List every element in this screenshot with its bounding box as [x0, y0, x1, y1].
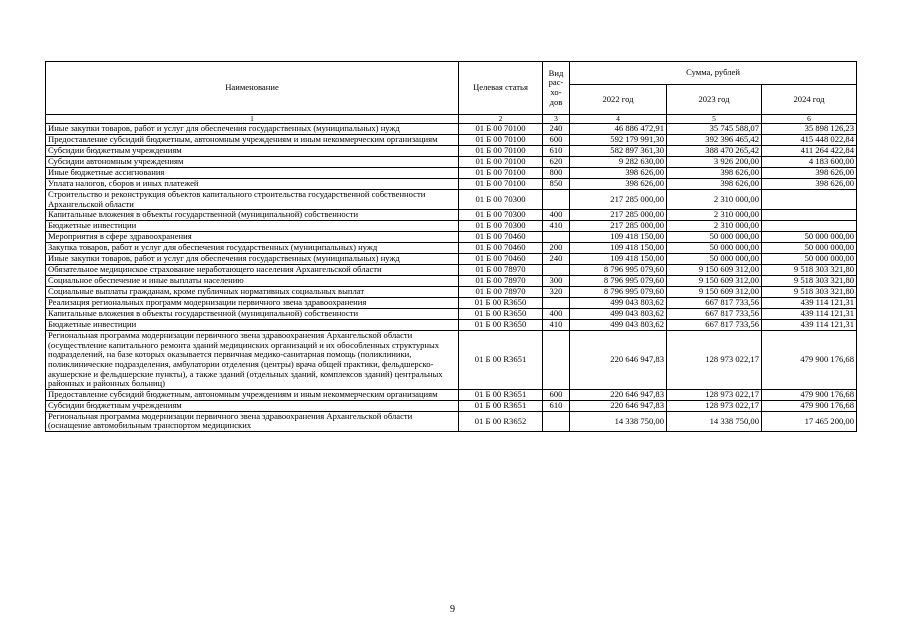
- row-name: Субсидии бюджетным учреждениям: [46, 400, 459, 411]
- table-row: [46, 210, 857, 221]
- row-name: Региональная программа модернизации первичного звена здравоохранения Архангельской области (осуществление капитального ремонта зданий медицинских организаций и их обособленных структурных подразделений, на базе которых оказывается первичная медико-санитарная помощь (поликлиники, поликлинические подразделения, амбулатории отделения (центры) врача общей практики, фельдшерско-акушерские и фельдшерские пункты), а также зданий (отдельных зданий, комплексов зданий) центральных районных и районных больниц): [46, 331, 459, 390]
- row-target-code: 01 Б 00 70460: [459, 232, 543, 243]
- header-name: Наименование: [46, 62, 459, 115]
- row-target-code: 01 Б 00 70460: [459, 254, 543, 265]
- row-sum-2024: 9 518 303 321,80: [762, 287, 857, 298]
- table-row: [46, 168, 857, 179]
- row-target-code: 01 Б 00 R3651: [459, 389, 543, 400]
- row-sum-2023: 2 310 000,00: [667, 221, 762, 232]
- row-target-code: 01 Б 00 70100: [459, 146, 543, 157]
- row-name: Иные бюджетные ассигнования: [46, 168, 459, 179]
- row-sum-2023: 398 626,00: [667, 179, 762, 190]
- row-sum-2024: 50 000 000,00: [762, 243, 857, 254]
- row-name: Иные закупки товаров, работ и услуг для обеспечения государственных (муниципальных) нужд: [46, 124, 459, 135]
- row-sum-2024: 17 465 200,00: [762, 411, 857, 431]
- table-row: [46, 287, 857, 298]
- row-sum-2022: 109 418 150,00: [570, 243, 667, 254]
- table-row: [46, 179, 857, 190]
- row-sum-2022: 217 285 000,00: [570, 210, 667, 221]
- row-expense-type: 620: [543, 157, 570, 168]
- row-sum-2024: [762, 221, 857, 232]
- budget-table: [45, 61, 857, 432]
- row-target-code: 01 Б 00 78970: [459, 276, 543, 287]
- row-sum-2022: 217 285 000,00: [570, 221, 667, 232]
- row-name: Предоставление субсидий бюджетным, автономным учреждениям и иным некоммерческим организациям: [46, 135, 459, 146]
- row-target-code: 01 Б 00 70100: [459, 179, 543, 190]
- row-expense-type: 400: [543, 309, 570, 320]
- table-row: [46, 221, 857, 232]
- table-row: [46, 389, 857, 400]
- row-name: Обязательное медицинское страхование неработающего населения Архангельской области: [46, 265, 459, 276]
- table-row: [46, 135, 857, 146]
- header-target: Целевая статья: [459, 62, 543, 115]
- row-sum-2024: 4 183 600,00: [762, 157, 857, 168]
- header-sum: Сумма, рублей: [570, 62, 857, 85]
- row-expense-type: 610: [543, 146, 570, 157]
- table-row: [46, 298, 857, 309]
- row-name: Субсидии бюджетным учреждениям: [46, 146, 459, 157]
- row-sum-2022: 8 796 995 079,60: [570, 265, 667, 276]
- row-sum-2024: [762, 190, 857, 210]
- row-sum-2022: 592 179 991,30: [570, 135, 667, 146]
- header-type-line: Вид: [548, 67, 564, 78]
- row-target-code: 01 Б 00 78970: [459, 287, 543, 298]
- row-sum-2023: 2 310 000,00: [667, 190, 762, 210]
- table-row: [46, 124, 857, 135]
- row-sum-2023: 3 926 200,00: [667, 157, 762, 168]
- row-expense-type: 850: [543, 179, 570, 190]
- row-target-code: 01 Б 00 70100: [459, 168, 543, 179]
- row-expense-type: 800: [543, 168, 570, 179]
- row-expense-type: 320: [543, 287, 570, 298]
- header-index-row: [46, 115, 857, 124]
- table-row: [46, 157, 857, 168]
- row-target-code: 01 Б 00 R3651: [459, 400, 543, 411]
- row-target-code: 01 Б 00 R3651: [459, 331, 543, 390]
- row-sum-2023: 50 000 000,00: [667, 232, 762, 243]
- row-sum-2023: 398 626,00: [667, 168, 762, 179]
- row-sum-2024: 9 518 303 321,80: [762, 276, 857, 287]
- row-expense-type: [543, 232, 570, 243]
- header-year-2024: 2024 год: [762, 85, 857, 115]
- row-sum-2023: 9 150 609 312,00: [667, 287, 762, 298]
- row-sum-2023: 128 973 022,17: [667, 331, 762, 390]
- row-sum-2022: 220 646 947,83: [570, 389, 667, 400]
- table-row: [46, 320, 857, 331]
- header-type-line: рас-: [548, 77, 564, 88]
- row-target-code: 01 Б 00 70300: [459, 221, 543, 232]
- row-name: Иные закупки товаров, работ и услуг для обеспечения государственных (муниципальных) нужд: [46, 254, 459, 265]
- row-expense-type: [543, 265, 570, 276]
- row-expense-type: 410: [543, 320, 570, 331]
- row-name: Предоставление субсидий бюджетным, автономным учреждениям и иным некоммерческим организациям: [46, 389, 459, 400]
- row-sum-2024: 50 000 000,00: [762, 232, 857, 243]
- row-sum-2024: [762, 210, 857, 221]
- row-expense-type: 610: [543, 400, 570, 411]
- row-sum-2024: 411 264 422,84: [762, 146, 857, 157]
- row-sum-2022: 499 043 803,62: [570, 309, 667, 320]
- header-type: [543, 62, 570, 115]
- table-row: [46, 146, 857, 157]
- row-target-code: 01 Б 00 70300: [459, 190, 543, 210]
- row-sum-2023: 667 817 733,56: [667, 298, 762, 309]
- row-expense-type: [543, 331, 570, 390]
- table-row: [46, 331, 857, 390]
- row-name: Уплата налогов, сборов и иных платежей: [46, 179, 459, 190]
- table-row: [46, 232, 857, 243]
- table-row: [46, 254, 857, 265]
- page-number: 9: [450, 604, 455, 615]
- row-expense-type: 600: [543, 389, 570, 400]
- header-type-line: хо-: [550, 87, 562, 97]
- header-row-top: [46, 62, 857, 85]
- row-sum-2023: 388 470 265,42: [667, 146, 762, 157]
- row-sum-2024: 439 114 121,31: [762, 320, 857, 331]
- row-sum-2022: 8 796 995 079,60: [570, 287, 667, 298]
- row-sum-2022: 14 338 750,00: [570, 411, 667, 431]
- row-target-code: 01 Б 00 70460: [459, 243, 543, 254]
- row-sum-2023: 9 150 609 312,00: [667, 265, 762, 276]
- row-sum-2022: 9 282 630,00: [570, 157, 667, 168]
- table-row: [46, 411, 857, 431]
- row-sum-2023: 35 745 588,07: [667, 124, 762, 135]
- row-target-code: 01 Б 00 70300: [459, 210, 543, 221]
- row-sum-2023: 667 817 733,56: [667, 309, 762, 320]
- row-sum-2023: 50 000 000,00: [667, 243, 762, 254]
- row-name: Региональная программа модернизации первичного звена здравоохранения Архангельской области (оснащение автомобильным транспортом медицинских: [46, 411, 459, 431]
- row-name: Социальные выплаты гражданам, кроме публичных нормативных социальных выплат: [46, 287, 459, 298]
- row-sum-2023: 128 973 022,17: [667, 389, 762, 400]
- row-sum-2022: 8 796 995 079,60: [570, 276, 667, 287]
- row-target-code: 01 Б 00 R3650: [459, 298, 543, 309]
- row-name: Субсидии автономным учреждениям: [46, 157, 459, 168]
- row-sum-2023: 667 817 733,56: [667, 320, 762, 331]
- row-sum-2023: 392 396 465,42: [667, 135, 762, 146]
- row-sum-2023: 2 310 000,00: [667, 210, 762, 221]
- row-sum-2022: 398 626,00: [570, 168, 667, 179]
- row-name: Бюджетные инвестиции: [46, 320, 459, 331]
- row-expense-type: [543, 190, 570, 210]
- header-index: 2: [459, 115, 543, 124]
- table-row: [46, 265, 857, 276]
- header-year-2022: 2022 год: [570, 85, 667, 115]
- row-name: Бюджетные инвестиции: [46, 221, 459, 232]
- table-row: [46, 190, 857, 210]
- row-name: Социальное обеспечение и иные выплаты населению: [46, 276, 459, 287]
- row-sum-2022: 499 043 803,62: [570, 298, 667, 309]
- row-sum-2023: 14 338 750,00: [667, 411, 762, 431]
- row-sum-2024: 479 900 176,68: [762, 389, 857, 400]
- row-name: Реализация региональных программ модернизации первичного звена здравоохранения: [46, 298, 459, 309]
- row-expense-type: 200: [543, 243, 570, 254]
- row-sum-2024: 398 626,00: [762, 168, 857, 179]
- header-index: 4: [570, 115, 667, 124]
- row-sum-2024: 50 000 000,00: [762, 254, 857, 265]
- header-year-2023: 2023 год: [667, 85, 762, 115]
- header-type-line: дов: [549, 96, 563, 107]
- row-target-code: 01 Б 00 78970: [459, 265, 543, 276]
- row-sum-2022: 109 418 150,00: [570, 232, 667, 243]
- row-target-code: 01 Б 00 R3652: [459, 411, 543, 431]
- row-expense-type: 240: [543, 254, 570, 265]
- table-row: [46, 243, 857, 254]
- row-expense-type: [543, 298, 570, 309]
- header-index: 6: [762, 115, 857, 124]
- row-sum-2024: 35 898 126,23: [762, 124, 857, 135]
- row-sum-2022: 220 646 947,83: [570, 400, 667, 411]
- row-sum-2024: 398 626,00: [762, 179, 857, 190]
- row-sum-2023: 50 000 000,00: [667, 254, 762, 265]
- row-target-code: 01 Б 00 R3650: [459, 309, 543, 320]
- row-target-code: 01 Б 00 70100: [459, 124, 543, 135]
- row-name: Мероприятия в сфере здравоохранения: [46, 232, 459, 243]
- table-row: [46, 309, 857, 320]
- table-row: [46, 400, 857, 411]
- row-sum-2024: 439 114 121,31: [762, 298, 857, 309]
- row-sum-2022: 499 043 803,62: [570, 320, 667, 331]
- row-sum-2024: 9 518 303 321,80: [762, 265, 857, 276]
- row-sum-2024: 479 900 176,68: [762, 331, 857, 390]
- row-name: Капитальные вложения в объекты государственной (муниципальной) собственности: [46, 210, 459, 221]
- row-expense-type: 410: [543, 221, 570, 232]
- header-index: 1: [46, 115, 459, 124]
- row-sum-2022: 109 418 150,00: [570, 254, 667, 265]
- row-target-code: 01 Б 00 R3650: [459, 320, 543, 331]
- table-body: [46, 124, 857, 432]
- row-sum-2022: 217 285 000,00: [570, 190, 667, 210]
- row-expense-type: 600: [543, 135, 570, 146]
- row-target-code: 01 Б 00 70100: [459, 135, 543, 146]
- header-index: 5: [667, 115, 762, 124]
- row-sum-2022: 46 886 472,91: [570, 124, 667, 135]
- row-expense-type: 300: [543, 276, 570, 287]
- row-name: Капитальные вложения в объекты государственной (муниципальной) собственности: [46, 309, 459, 320]
- row-name: Строительство и реконструкция объектов капитального строительства государственной собственности Архангельской области: [46, 190, 459, 210]
- row-sum-2023: 128 973 022,17: [667, 400, 762, 411]
- row-expense-type: 400: [543, 210, 570, 221]
- row-sum-2024: 415 448 022,84: [762, 135, 857, 146]
- row-sum-2024: 479 900 176,68: [762, 400, 857, 411]
- row-expense-type: 240: [543, 124, 570, 135]
- row-sum-2022: 582 897 361,30: [570, 146, 667, 157]
- row-expense-type: [543, 411, 570, 431]
- row-target-code: 01 Б 00 70100: [459, 157, 543, 168]
- table-row: [46, 276, 857, 287]
- row-sum-2022: 220 646 947,83: [570, 331, 667, 390]
- header-index: 3: [543, 115, 570, 124]
- row-sum-2024: 439 114 121,31: [762, 309, 857, 320]
- row-sum-2023: 9 150 609 312,00: [667, 276, 762, 287]
- row-sum-2022: 398 626,00: [570, 179, 667, 190]
- row-name: Закупка товаров, работ и услуг для обеспечения государственных (муниципальных) нужд: [46, 243, 459, 254]
